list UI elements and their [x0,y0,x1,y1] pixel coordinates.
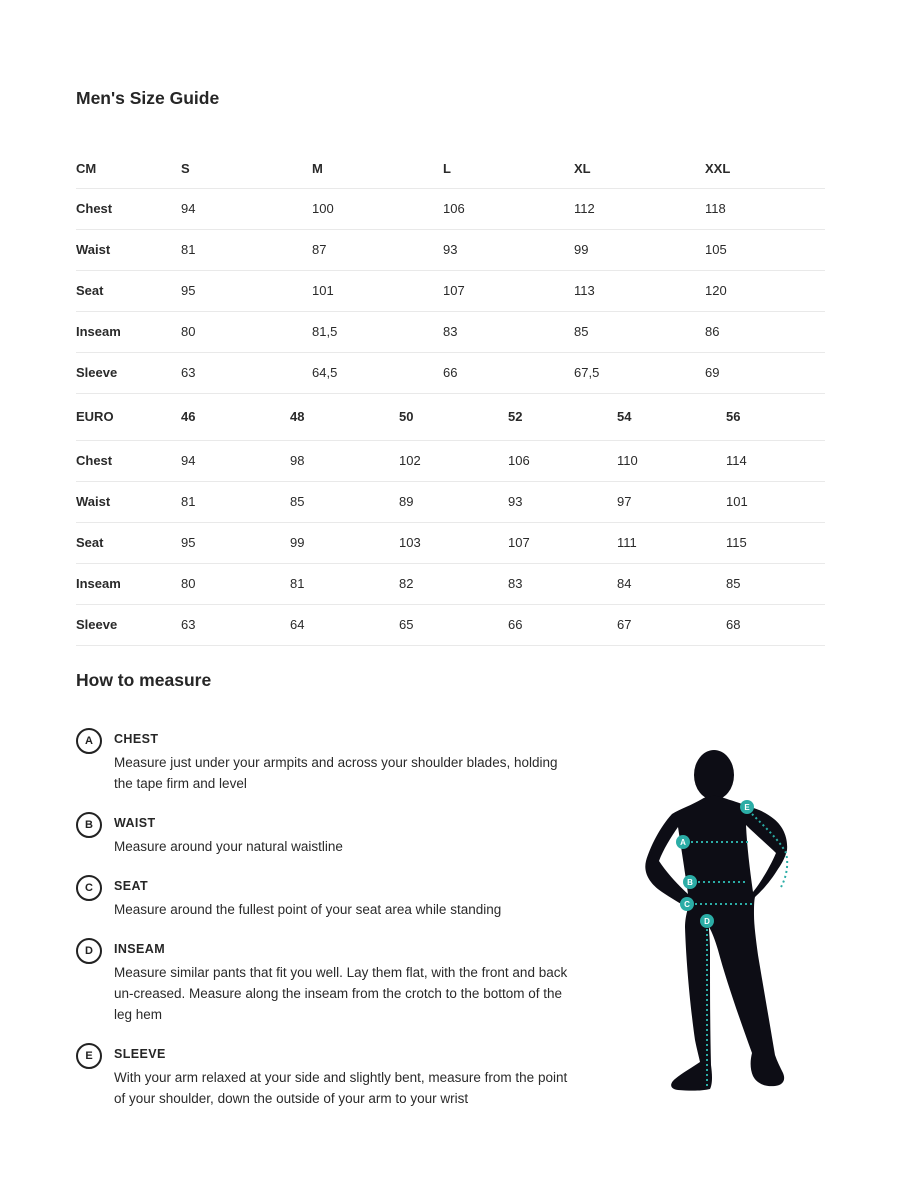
size-value: 89 [399,481,508,522]
size-value: 120 [705,270,825,311]
measure-item-label: SLEEVE [114,1047,166,1061]
measure-item-description: Measure around your natural waistline [114,839,343,854]
size-table-row [76,270,825,311]
measure-item-description: Measure around the fullest point of your seat area while standing [114,902,502,917]
size-value: 101 [312,270,443,311]
size-column-header: 52 [508,393,617,440]
size-column-header: 50 [399,393,508,440]
measure-item-label: SEAT [114,879,149,893]
size-value: 63 [181,604,290,645]
cm_table-unit-label: CM [76,149,181,188]
size-value: 95 [181,522,290,563]
figure-marker-seat [680,897,694,911]
size-table-row [76,188,825,229]
size-value: 113 [574,270,705,311]
size-value: 80 [181,563,290,604]
measure-item-content [114,1042,569,1109]
size-value: 65 [399,604,508,645]
size-column-header: S [181,149,312,188]
size-value: 93 [443,229,574,270]
size-value: 99 [574,229,705,270]
measure-item [76,727,596,794]
measure-item [76,874,596,920]
size-value: 106 [443,188,574,229]
measurement-label: Waist [76,481,181,522]
measure-letter-badge: E [76,1043,102,1069]
size-value: 114 [726,440,825,481]
measure-item-content [114,937,569,1025]
size-value: 64,5 [312,352,443,393]
size-value: 115 [726,522,825,563]
measure-item-label: INSEAM [114,942,166,956]
size-value: 93 [508,481,617,522]
size-value: 106 [508,440,617,481]
measure-item [76,937,596,1025]
size-value: 97 [617,481,726,522]
measure-item [76,811,596,857]
size-value: 94 [181,440,290,481]
size-value: 110 [617,440,726,481]
measurement-label: Inseam [76,563,181,604]
size-table-row [76,229,825,270]
page-title: Men's Size Guide [76,88,220,108]
measure-letter-badge: B [76,812,102,838]
svg-text:A: A [680,838,686,847]
silhouette-body [645,796,787,1091]
cm_table-header-row [76,149,825,188]
size-value: 100 [312,188,443,229]
size-column-header: M [312,149,443,188]
size-value: 112 [574,188,705,229]
size-table-row [76,440,825,481]
size-value: 67,5 [574,352,705,393]
size-value: 102 [399,440,508,481]
size-value: 105 [705,229,825,270]
euro-size-table [76,393,825,646]
measurement-label: Sleeve [76,604,181,645]
size-value: 87 [312,229,443,270]
svg-text:E: E [744,803,750,812]
silhouette-head [694,750,734,800]
measure-item-content [114,874,501,920]
measure-item-content [114,811,343,857]
measure-item-label: CHEST [114,732,159,746]
size-value: 67 [617,604,726,645]
measure-letter-badge: D [76,938,102,964]
size-column-header: 54 [617,393,726,440]
size-value: 101 [726,481,825,522]
size-value: 94 [181,188,312,229]
size-value: 107 [508,522,617,563]
size-column-header: 56 [726,393,825,440]
measurement-figure [600,735,900,1110]
measurement-label: Sleeve [76,352,181,393]
size-value: 82 [399,563,508,604]
figure-marker-chest [676,835,690,849]
size-column-header: XXL [705,149,825,188]
size-value: 103 [399,522,508,563]
figure-marker-sleeve [740,800,754,814]
size-table-row [76,481,825,522]
measure-item-description: With your arm relaxed at your side and slightly bent, measure from the point of your shoulder, down the outside of your arm to your wrist [114,1070,568,1106]
measurement-label: Seat [76,522,181,563]
measurement-label: Inseam [76,311,181,352]
size-value: 81 [290,563,399,604]
size-value: 107 [443,270,574,311]
size-value: 85 [574,311,705,352]
size-value: 66 [443,352,574,393]
measurement-label: Seat [76,270,181,311]
measure-item-label: WAIST [114,816,156,830]
size-table-row [76,563,825,604]
measure-item-description: Measure just under your armpits and across your shoulder blades, holding the tape firm and level [114,755,558,791]
figure-marker-inseam [700,914,714,928]
euro_table-header-row [76,393,825,440]
size-value: 81,5 [312,311,443,352]
size-value: 83 [443,311,574,352]
body-silhouette-figure [600,735,900,1110]
measurement-label: Chest [76,188,181,229]
size-table-row [76,604,825,645]
measurement-label: Chest [76,440,181,481]
measure-item-content [114,727,569,794]
how-to-measure-title: How to measure [76,670,212,690]
size-value: 95 [181,270,312,311]
size-column-header: 46 [181,393,290,440]
figure-marker-waist [683,875,697,889]
size-value: 86 [705,311,825,352]
size-value: 66 [508,604,617,645]
measure-item-description: Measure similar pants that fit you well. Lay them flat, with the front and back un-creased. Measure along the inseam from the crotch to the bottom of the leg hem [114,965,568,1022]
measurement-label: Waist [76,229,181,270]
size-value: 98 [290,440,399,481]
size-value: 63 [181,352,312,393]
size-value: 69 [705,352,825,393]
size-value: 111 [617,522,726,563]
measure-letter-badge: A [76,728,102,754]
svg-text:B: B [687,878,693,887]
size-column-header: XL [574,149,705,188]
size-value: 118 [705,188,825,229]
svg-text:C: C [684,900,690,909]
size-table-row [76,352,825,393]
size-value: 81 [181,481,290,522]
size-value: 81 [181,229,312,270]
measure-list [76,727,596,1126]
size-table-row [76,311,825,352]
size-value: 84 [617,563,726,604]
size-value: 68 [726,604,825,645]
size-table-row [76,522,825,563]
size-value: 85 [290,481,399,522]
size-value: 99 [290,522,399,563]
cm-size-table [76,149,825,394]
size-value: 83 [508,563,617,604]
size-value: 80 [181,311,312,352]
svg-text:D: D [704,917,710,926]
size-column-header: 48 [290,393,399,440]
size-column-header: L [443,149,574,188]
size-value: 85 [726,563,825,604]
euro_table-unit-label: EURO [76,393,181,440]
measure-letter-badge: C [76,875,102,901]
size-value: 64 [290,604,399,645]
measure-item [76,1042,596,1109]
